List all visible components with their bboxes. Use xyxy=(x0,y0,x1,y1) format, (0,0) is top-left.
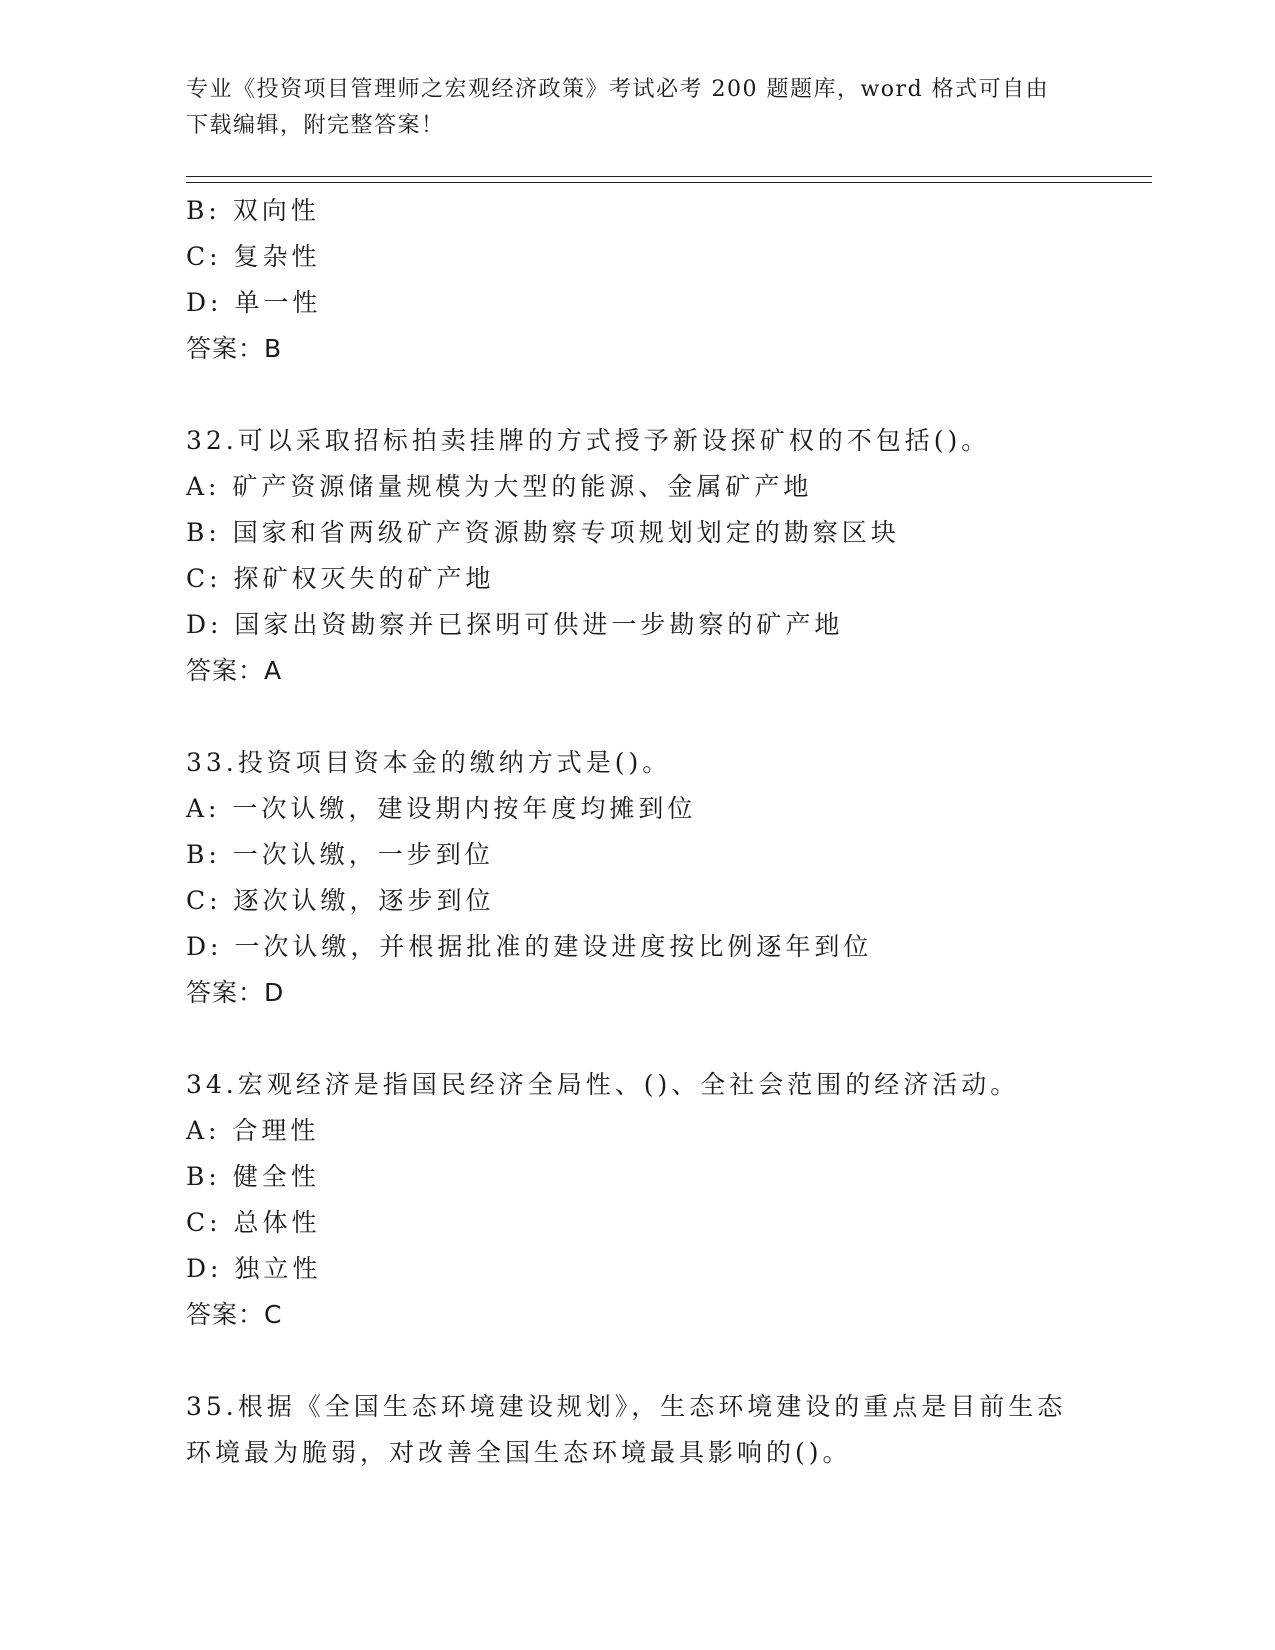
option-b: B: 双向性 xyxy=(186,196,320,225)
answer-line: 答案：D xyxy=(186,978,285,1007)
spacer xyxy=(186,372,1086,418)
option-d: D: 单一性 xyxy=(186,288,322,317)
header-rule-bottom xyxy=(186,182,1152,183)
question-block-31 xyxy=(186,188,1086,372)
question-block-33 xyxy=(186,740,1086,1016)
option-a: A: 一次认缴，建设期内按年度均摊到位 xyxy=(186,794,697,823)
option-c: C: 总体性 xyxy=(186,1208,321,1237)
option-a: A: 矿产资源储量规模为大型的能源、金属矿产地 xyxy=(186,472,813,501)
option-d: D: 国家出资勘察并已探明可供进一步勘察的矿产地 xyxy=(186,610,844,639)
document-header: 专业《投资项目管理师之宏观经济政策》考试必考 200 题题库，word 格式可自由下载编辑，附完整答案！ xyxy=(186,77,1050,138)
option-d: D: 独立性 xyxy=(186,1254,322,1283)
option-b: B: 一次认缴，一步到位 xyxy=(186,840,494,869)
answer-line: 答案：C xyxy=(186,1300,283,1329)
spacer xyxy=(186,1338,1086,1384)
answer-line: 答案：A xyxy=(186,656,283,685)
question-block-35 xyxy=(186,1384,1086,1476)
question-block-32 xyxy=(186,418,1086,694)
question-list xyxy=(186,188,1086,1476)
answer-line: 答案：B xyxy=(186,334,283,363)
question-text: 32.可以采取招标拍卖挂牌的方式授予新设探矿权的不包括()。 xyxy=(186,426,991,455)
question-text: 33.投资项目资本金的缴纳方式是()。 xyxy=(186,748,672,777)
spacer xyxy=(186,1016,1086,1062)
question-block-34 xyxy=(186,1062,1086,1338)
option-b: B: 国家和省两级矿产资源勘察专项规划划定的勘察区块 xyxy=(186,518,900,547)
spacer xyxy=(186,694,1086,740)
option-c: C: 逐次认缴，逐步到位 xyxy=(186,886,495,915)
option-c: C: 探矿权灭失的矿产地 xyxy=(186,564,495,593)
question-text: 35.根据《全国生态环境建设规划》，生态环境建设的重点是目前生态环境最为脆弱，对改善全国生态环境最具影响的()。 xyxy=(186,1392,1067,1467)
header-rule-top xyxy=(186,176,1152,177)
option-a: A: 合理性 xyxy=(186,1116,320,1145)
question-text: 34.宏观经济是指国民经济全局性、()、全社会范围的经济活动。 xyxy=(186,1070,1020,1099)
option-d: D: 一次认缴，并根据批准的建设进度按比例逐年到位 xyxy=(186,932,873,961)
option-c: C: 复杂性 xyxy=(186,242,321,271)
option-b: B: 健全性 xyxy=(186,1162,320,1191)
